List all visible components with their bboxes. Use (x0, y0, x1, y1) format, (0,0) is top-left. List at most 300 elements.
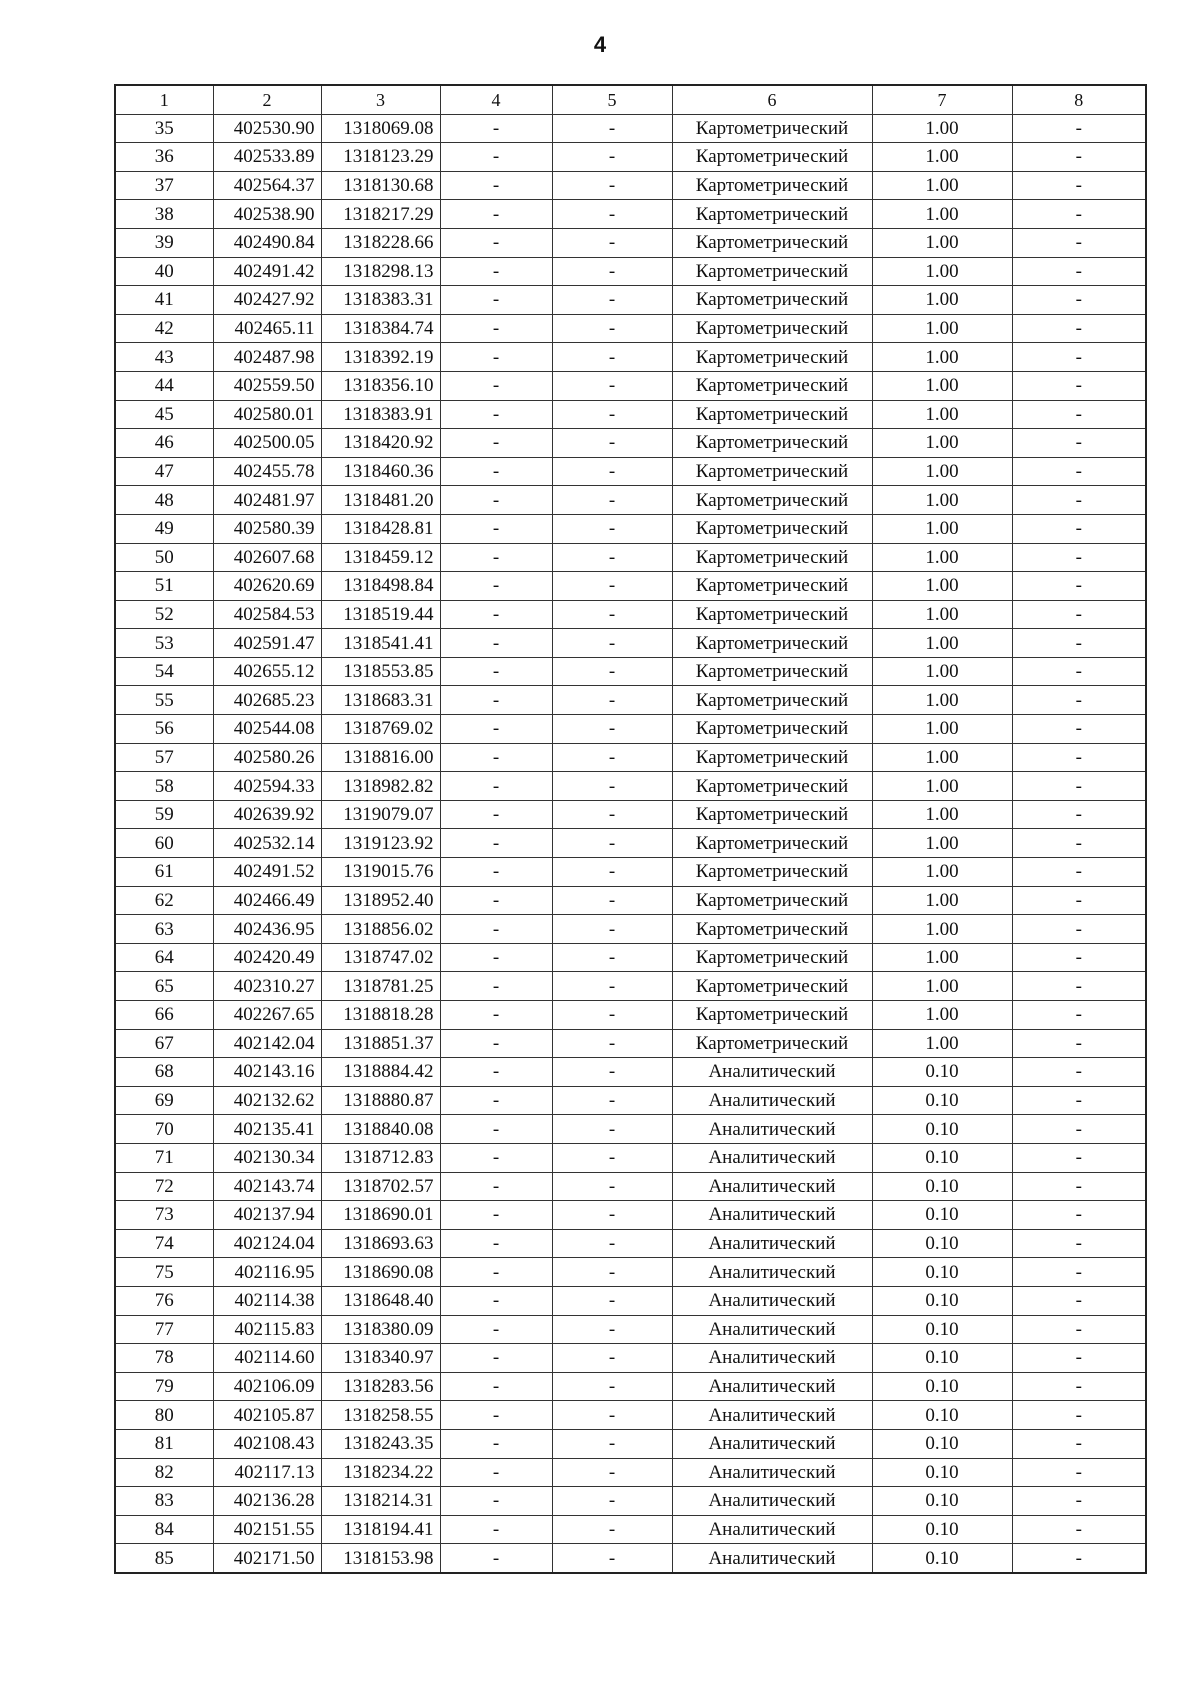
y-coordinate-cell: 1318243.35 (321, 1429, 440, 1458)
point-number-cell: 46 (115, 429, 213, 458)
x-coordinate-cell: 402685.23 (213, 686, 321, 715)
col4-cell: - (440, 1201, 552, 1230)
x-coordinate-cell: 402481.97 (213, 486, 321, 515)
x-coordinate-cell: 402143.16 (213, 1058, 321, 1087)
y-coordinate-cell: 1318690.01 (321, 1201, 440, 1230)
point-number-cell: 81 (115, 1429, 213, 1458)
x-coordinate-cell: 402544.08 (213, 715, 321, 744)
col8-cell: - (1012, 228, 1146, 257)
point-number-cell: 51 (115, 572, 213, 601)
col5-cell: - (552, 715, 672, 744)
col4-cell: - (440, 1058, 552, 1087)
method-cell: Картометрический (672, 772, 872, 801)
col8-cell: - (1012, 1544, 1146, 1573)
y-coordinate-cell: 1318693.63 (321, 1229, 440, 1258)
col5-cell: - (552, 1372, 672, 1401)
col5-cell: - (552, 1001, 672, 1030)
y-coordinate-cell: 1318884.42 (321, 1058, 440, 1087)
accuracy-cell: 1.00 (872, 143, 1012, 172)
method-cell: Аналитический (672, 1487, 872, 1516)
y-coordinate-cell: 1318519.44 (321, 600, 440, 629)
x-coordinate-cell: 402137.94 (213, 1201, 321, 1230)
col5-cell: - (552, 1058, 672, 1087)
table-row (115, 286, 1146, 315)
x-coordinate-cell: 402105.87 (213, 1401, 321, 1430)
table-row (115, 572, 1146, 601)
col4-cell: - (440, 143, 552, 172)
accuracy-cell: 0.10 (872, 1258, 1012, 1287)
method-cell: Аналитический (672, 1286, 872, 1315)
method-cell: Картометрический (672, 657, 872, 686)
col5-cell: - (552, 743, 672, 772)
point-number-cell: 82 (115, 1458, 213, 1487)
col4-cell: - (440, 1029, 552, 1058)
table-row (115, 686, 1146, 715)
method-cell: Аналитический (672, 1258, 872, 1287)
y-coordinate-cell: 1318553.85 (321, 657, 440, 686)
accuracy-cell: 0.10 (872, 1086, 1012, 1115)
col4-cell: - (440, 1544, 552, 1573)
x-coordinate-cell: 402420.49 (213, 943, 321, 972)
table-row (115, 543, 1146, 572)
col5-cell: - (552, 1115, 672, 1144)
col8-cell: - (1012, 1172, 1146, 1201)
table-row (115, 657, 1146, 686)
col4-cell: - (440, 1344, 552, 1373)
col8-cell: - (1012, 1001, 1146, 1030)
accuracy-cell: 1.00 (872, 1029, 1012, 1058)
col8-cell: - (1012, 1487, 1146, 1516)
column-header: 3 (321, 85, 440, 114)
method-cell: Картометрический (672, 228, 872, 257)
x-coordinate-cell: 402115.83 (213, 1315, 321, 1344)
x-coordinate-cell: 402455.78 (213, 457, 321, 486)
col8-cell: - (1012, 1258, 1146, 1287)
col8-cell: - (1012, 286, 1146, 315)
method-cell: Аналитический (672, 1315, 872, 1344)
y-coordinate-cell: 1319015.76 (321, 858, 440, 887)
accuracy-cell: 1.00 (872, 715, 1012, 744)
col8-cell: - (1012, 343, 1146, 372)
col8-cell: - (1012, 657, 1146, 686)
page-number: 4 (593, 32, 607, 57)
y-coordinate-cell: 1318069.08 (321, 114, 440, 143)
y-coordinate-cell: 1318982.82 (321, 772, 440, 801)
accuracy-cell: 0.10 (872, 1544, 1012, 1573)
method-cell: Картометрический (672, 943, 872, 972)
column-header: 7 (872, 85, 1012, 114)
col8-cell: - (1012, 143, 1146, 172)
table-row (115, 743, 1146, 772)
y-coordinate-cell: 1318340.97 (321, 1344, 440, 1373)
x-coordinate-cell: 402607.68 (213, 543, 321, 572)
point-number-cell: 78 (115, 1344, 213, 1373)
col8-cell: - (1012, 829, 1146, 858)
method-cell: Картометрический (672, 972, 872, 1001)
table-row (115, 486, 1146, 515)
accuracy-cell: 1.00 (872, 200, 1012, 229)
col8-cell: - (1012, 1029, 1146, 1058)
y-coordinate-cell: 1318234.22 (321, 1458, 440, 1487)
col4-cell: - (440, 1372, 552, 1401)
col4-cell: - (440, 972, 552, 1001)
y-coordinate-cell: 1318228.66 (321, 228, 440, 257)
col4-cell: - (440, 514, 552, 543)
col4-cell: - (440, 343, 552, 372)
col4-cell: - (440, 1429, 552, 1458)
col4-cell: - (440, 486, 552, 515)
y-coordinate-cell: 1318880.87 (321, 1086, 440, 1115)
col8-cell: - (1012, 200, 1146, 229)
accuracy-cell: 1.00 (872, 371, 1012, 400)
x-coordinate-cell: 402108.43 (213, 1429, 321, 1458)
y-coordinate-cell: 1318541.41 (321, 629, 440, 658)
x-coordinate-cell: 402580.01 (213, 400, 321, 429)
method-cell: Картометрический (672, 1001, 872, 1030)
y-coordinate-cell: 1318258.55 (321, 1401, 440, 1430)
col8-cell: - (1012, 1515, 1146, 1544)
x-coordinate-cell: 402116.95 (213, 1258, 321, 1287)
accuracy-cell: 1.00 (872, 657, 1012, 686)
x-coordinate-cell: 402466.49 (213, 886, 321, 915)
col5-cell: - (552, 1344, 672, 1373)
col8-cell: - (1012, 686, 1146, 715)
x-coordinate-cell: 402114.60 (213, 1344, 321, 1373)
point-number-cell: 62 (115, 886, 213, 915)
y-coordinate-cell: 1319123.92 (321, 829, 440, 858)
col4-cell: - (440, 400, 552, 429)
col5-cell: - (552, 1487, 672, 1516)
col8-cell: - (1012, 1315, 1146, 1344)
col4-cell: - (440, 1487, 552, 1516)
col5-cell: - (552, 886, 672, 915)
col4-cell: - (440, 257, 552, 286)
col4-cell: - (440, 943, 552, 972)
col5-cell: - (552, 1401, 672, 1430)
col5-cell: - (552, 314, 672, 343)
point-number-cell: 57 (115, 743, 213, 772)
x-coordinate-cell: 402580.39 (213, 514, 321, 543)
y-coordinate-cell: 1318459.12 (321, 543, 440, 572)
x-coordinate-cell: 402465.11 (213, 314, 321, 343)
accuracy-cell: 0.10 (872, 1315, 1012, 1344)
col8-cell: - (1012, 171, 1146, 200)
point-number-cell: 84 (115, 1515, 213, 1544)
point-number-cell: 40 (115, 257, 213, 286)
x-coordinate-cell: 402132.62 (213, 1086, 321, 1115)
point-number-cell: 41 (115, 286, 213, 315)
y-coordinate-cell: 1318194.41 (321, 1515, 440, 1544)
table-row (115, 715, 1146, 744)
col4-cell: - (440, 572, 552, 601)
col5-cell: - (552, 915, 672, 944)
col5-cell: - (552, 1229, 672, 1258)
col8-cell: - (1012, 1115, 1146, 1144)
col5-cell: - (552, 371, 672, 400)
col4-cell: - (440, 114, 552, 143)
table-row (115, 257, 1146, 286)
col4-cell: - (440, 286, 552, 315)
col8-cell: - (1012, 886, 1146, 915)
y-coordinate-cell: 1318481.20 (321, 486, 440, 515)
x-coordinate-cell: 402530.90 (213, 114, 321, 143)
col5-cell: - (552, 543, 672, 572)
column-header: 4 (440, 85, 552, 114)
x-coordinate-cell: 402143.74 (213, 1172, 321, 1201)
point-number-cell: 47 (115, 457, 213, 486)
col4-cell: - (440, 1086, 552, 1115)
method-cell: Аналитический (672, 1143, 872, 1172)
col4-cell: - (440, 743, 552, 772)
table-row (115, 1487, 1146, 1516)
col5-cell: - (552, 1086, 672, 1115)
col5-cell: - (552, 457, 672, 486)
accuracy-cell: 1.00 (872, 600, 1012, 629)
point-number-cell: 39 (115, 228, 213, 257)
y-coordinate-cell: 1318428.81 (321, 514, 440, 543)
table-row (115, 1229, 1146, 1258)
y-coordinate-cell: 1318702.57 (321, 1172, 440, 1201)
col8-cell: - (1012, 1344, 1146, 1373)
x-coordinate-cell: 402487.98 (213, 343, 321, 372)
column-header: 1 (115, 85, 213, 114)
point-number-cell: 59 (115, 800, 213, 829)
point-number-cell: 70 (115, 1115, 213, 1144)
col8-cell: - (1012, 1458, 1146, 1487)
method-cell: Аналитический (672, 1344, 872, 1373)
table-row (115, 915, 1146, 944)
accuracy-cell: 0.10 (872, 1344, 1012, 1373)
point-number-cell: 65 (115, 972, 213, 1001)
col4-cell: - (440, 200, 552, 229)
col4-cell: - (440, 457, 552, 486)
point-number-cell: 85 (115, 1544, 213, 1573)
x-coordinate-cell: 402564.37 (213, 171, 321, 200)
point-number-cell: 60 (115, 829, 213, 858)
x-coordinate-cell: 402171.50 (213, 1544, 321, 1573)
table-row (115, 1344, 1146, 1373)
x-coordinate-cell: 402639.92 (213, 800, 321, 829)
point-number-cell: 36 (115, 143, 213, 172)
table-row (115, 1001, 1146, 1030)
table-row (115, 114, 1146, 143)
accuracy-cell: 1.00 (872, 1001, 1012, 1030)
point-number-cell: 79 (115, 1372, 213, 1401)
col4-cell: - (440, 1286, 552, 1315)
col4-cell: - (440, 686, 552, 715)
col4-cell: - (440, 429, 552, 458)
table-row (115, 1401, 1146, 1430)
col5-cell: - (552, 1172, 672, 1201)
accuracy-cell: 1.00 (872, 457, 1012, 486)
method-cell: Аналитический (672, 1115, 872, 1144)
x-coordinate-cell: 402591.47 (213, 629, 321, 658)
y-coordinate-cell: 1318648.40 (321, 1286, 440, 1315)
x-coordinate-cell: 402130.34 (213, 1143, 321, 1172)
point-number-cell: 44 (115, 371, 213, 400)
col8-cell: - (1012, 772, 1146, 801)
accuracy-cell: 0.10 (872, 1515, 1012, 1544)
col5-cell: - (552, 486, 672, 515)
col8-cell: - (1012, 972, 1146, 1001)
x-coordinate-cell: 402655.12 (213, 657, 321, 686)
x-coordinate-cell: 402114.38 (213, 1286, 321, 1315)
col5-cell: - (552, 514, 672, 543)
accuracy-cell: 1.00 (872, 886, 1012, 915)
table-row (115, 629, 1146, 658)
x-coordinate-cell: 402106.09 (213, 1372, 321, 1401)
table-row (115, 514, 1146, 543)
accuracy-cell: 0.10 (872, 1172, 1012, 1201)
col5-cell: - (552, 772, 672, 801)
method-cell: Аналитический (672, 1229, 872, 1258)
method-cell: Картометрический (672, 143, 872, 172)
point-number-cell: 35 (115, 114, 213, 143)
col5-cell: - (552, 143, 672, 172)
col8-cell: - (1012, 743, 1146, 772)
col4-cell: - (440, 1143, 552, 1172)
y-coordinate-cell: 1318840.08 (321, 1115, 440, 1144)
col8-cell: - (1012, 600, 1146, 629)
table-row (115, 314, 1146, 343)
table-row (115, 1143, 1146, 1172)
method-cell: Картометрический (672, 1029, 872, 1058)
col4-cell: - (440, 629, 552, 658)
col5-cell: - (552, 114, 672, 143)
col5-cell: - (552, 572, 672, 601)
y-coordinate-cell: 1318712.83 (321, 1143, 440, 1172)
y-coordinate-cell: 1318130.68 (321, 171, 440, 200)
accuracy-cell: 1.00 (872, 629, 1012, 658)
col5-cell: - (552, 171, 672, 200)
method-cell: Картометрический (672, 715, 872, 744)
point-number-cell: 56 (115, 715, 213, 744)
col8-cell: - (1012, 1201, 1146, 1230)
table-row (115, 829, 1146, 858)
table-row (115, 1372, 1146, 1401)
accuracy-cell: 0.10 (872, 1401, 1012, 1430)
table-row (115, 1086, 1146, 1115)
col8-cell: - (1012, 715, 1146, 744)
col8-cell: - (1012, 1401, 1146, 1430)
method-cell: Картометрический (672, 600, 872, 629)
y-coordinate-cell: 1318420.92 (321, 429, 440, 458)
accuracy-cell: 1.00 (872, 543, 1012, 572)
point-number-cell: 45 (115, 400, 213, 429)
col4-cell: - (440, 1258, 552, 1287)
method-cell: Картометрический (672, 743, 872, 772)
y-coordinate-cell: 1318851.37 (321, 1029, 440, 1058)
y-coordinate-cell: 1318384.74 (321, 314, 440, 343)
y-coordinate-cell: 1318818.28 (321, 1001, 440, 1030)
accuracy-cell: 1.00 (872, 228, 1012, 257)
col5-cell: - (552, 1143, 672, 1172)
method-cell: Картометрический (672, 429, 872, 458)
col8-cell: - (1012, 543, 1146, 572)
col5-cell: - (552, 1258, 672, 1287)
col4-cell: - (440, 1401, 552, 1430)
col8-cell: - (1012, 1229, 1146, 1258)
table-row (115, 371, 1146, 400)
point-number-cell: 77 (115, 1315, 213, 1344)
table-row (115, 943, 1146, 972)
accuracy-cell: 0.10 (872, 1458, 1012, 1487)
col8-cell: - (1012, 1286, 1146, 1315)
x-coordinate-cell: 402151.55 (213, 1515, 321, 1544)
col5-cell: - (552, 829, 672, 858)
point-number-cell: 74 (115, 1229, 213, 1258)
col5-cell: - (552, 629, 672, 658)
x-coordinate-cell: 402491.42 (213, 257, 321, 286)
table-row (115, 600, 1146, 629)
table-row (115, 1201, 1146, 1230)
col5-cell: - (552, 657, 672, 686)
point-number-cell: 67 (115, 1029, 213, 1058)
point-number-cell: 63 (115, 915, 213, 944)
point-number-cell: 61 (115, 858, 213, 887)
table-row (115, 1515, 1146, 1544)
col5-cell: - (552, 228, 672, 257)
method-cell: Аналитический (672, 1401, 872, 1430)
col4-cell: - (440, 829, 552, 858)
col5-cell: - (552, 943, 672, 972)
point-number-cell: 53 (115, 629, 213, 658)
method-cell: Аналитический (672, 1372, 872, 1401)
x-coordinate-cell: 402124.04 (213, 1229, 321, 1258)
coordinates-table (114, 84, 1147, 1574)
accuracy-cell: 0.10 (872, 1429, 1012, 1458)
point-number-cell: 75 (115, 1258, 213, 1287)
point-number-cell: 72 (115, 1172, 213, 1201)
point-number-cell: 49 (115, 514, 213, 543)
col8-cell: - (1012, 915, 1146, 944)
method-cell: Картометрический (672, 514, 872, 543)
table-row (115, 858, 1146, 887)
method-cell: Картометрический (672, 343, 872, 372)
x-coordinate-cell: 402584.53 (213, 600, 321, 629)
table-row (115, 228, 1146, 257)
point-number-cell: 68 (115, 1058, 213, 1087)
col4-cell: - (440, 715, 552, 744)
col8-cell: - (1012, 429, 1146, 458)
y-coordinate-cell: 1319079.07 (321, 800, 440, 829)
col4-cell: - (440, 772, 552, 801)
accuracy-cell: 1.00 (872, 915, 1012, 944)
y-coordinate-cell: 1318952.40 (321, 886, 440, 915)
x-coordinate-cell: 402532.14 (213, 829, 321, 858)
accuracy-cell: 1.00 (872, 686, 1012, 715)
col5-cell: - (552, 686, 672, 715)
y-coordinate-cell: 1318683.31 (321, 686, 440, 715)
y-coordinate-cell: 1318153.98 (321, 1544, 440, 1573)
point-number-cell: 50 (115, 543, 213, 572)
col5-cell: - (552, 200, 672, 229)
accuracy-cell: 1.00 (872, 829, 1012, 858)
col4-cell: - (440, 228, 552, 257)
table-row (115, 1258, 1146, 1287)
table-row (115, 1544, 1146, 1573)
table-row (115, 171, 1146, 200)
method-cell: Аналитический (672, 1086, 872, 1115)
y-coordinate-cell: 1318214.31 (321, 1487, 440, 1516)
table-row (115, 772, 1146, 801)
col4-cell: - (440, 1115, 552, 1144)
method-cell: Картометрический (672, 858, 872, 887)
accuracy-cell: 1.00 (872, 514, 1012, 543)
method-cell: Картометрический (672, 486, 872, 515)
point-number-cell: 37 (115, 171, 213, 200)
col4-cell: - (440, 915, 552, 944)
